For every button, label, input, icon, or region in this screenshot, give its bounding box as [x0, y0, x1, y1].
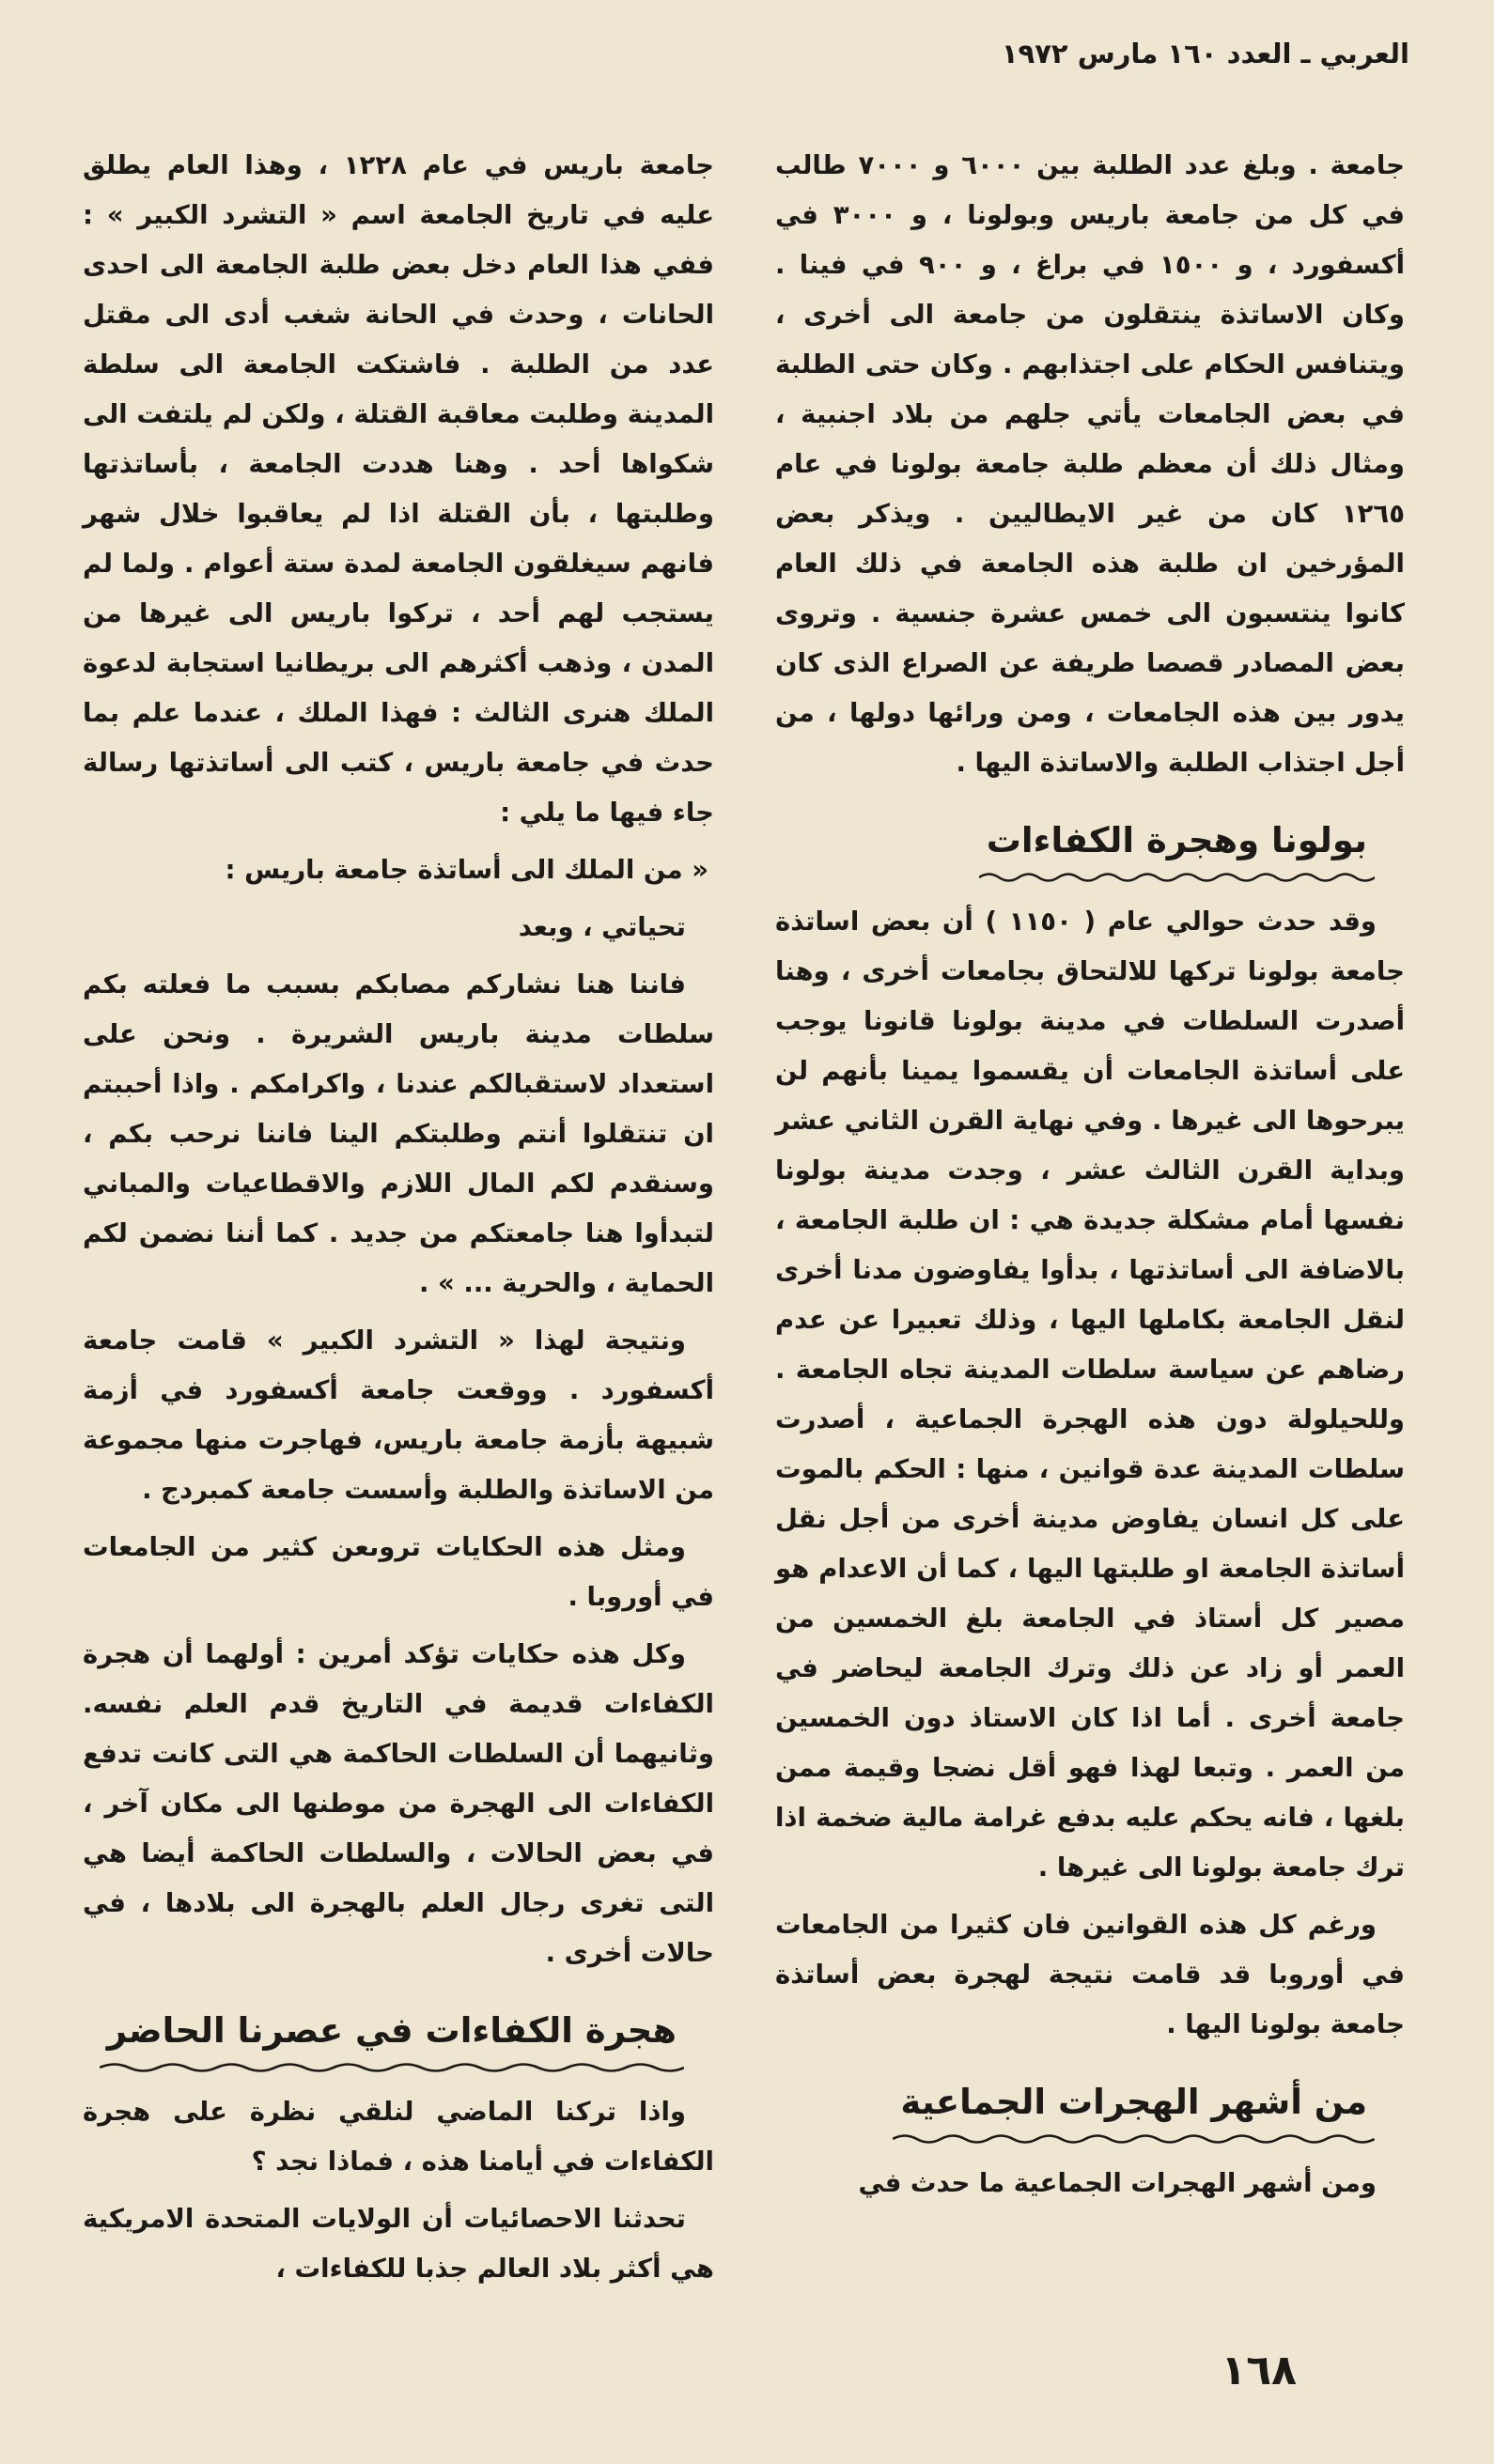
two-points-paragraph: وكل هذه حكايات تؤكد أمرين : أولهما أن هجرة الكفاءات قديمة في التاريخ قدم العلم نفسه. وثانيهما أن السلطات الحاكمة هي التى كانت تدفع الكفاءات الى الهجرة من موطنها الى مكان آخر ، في بعض الحالات ، والسلطات الحاكمة أيضا هي التى تغرى رجال العلم بالهجرة الى بلادها ، في حالات أخرى . — [83, 1639, 714, 1968]
wavy-underline — [979, 871, 1375, 884]
oxford-paragraph: ونتيجة لهذا « التشرد الكبير » قامت جامعة أكسفورد . ووقعت جامعة أكسفورد في أزمة شبيهة بأزمة جامعة باريس، فهاجرت منها مجموعة من الاساتذة والطلبة وأسست جامعة كمبردج . — [83, 1325, 714, 1505]
wavy-underline — [893, 2132, 1375, 2146]
section-heading-bologna — [775, 814, 1405, 876]
present-paragraph-1: واذا تركنا الماضي لنلقي نظرة على هجرة الكفاءات في أيامنا هذه ، فماذا نجد ؟ — [83, 2097, 714, 2177]
running-header: العربي ـ العدد ١٦٠ مارس ١٩٧٢ — [1001, 38, 1409, 70]
letter-body: فاننا هنا نشاركم مصابكم بسبب ما فعلته بكم سلطات مدينة باريس الشريرة . ونحن على استعداد لاستقبالكم عندنا ، واكرامكم . واذا أحببتم ان تنتقلوا أنتم وطلبتكم الينا فاننا نرحب بكم ، وسنقدم لكم المال اللازم والاقطاعيات والمباني لتبدأوا هنا جامعتكم من جديد . كما أننا نضمن لكم الحماية ، والحرية ... » . — [83, 969, 714, 1298]
section1-paragraph-1: وقد حدث حوالي عام ( ١١٥٠ ) أن بعض اساتذة جامعة بولونا تركها للالتحاق بجامعات أخرى ، وهنا أصدرت السلطات في مدينة بولونا قانونا يوجب على أساتذة الجامعات أن يقسموا يمينا بأنهم لن يبرحوها الى غيرها . وفي نهاية القرن الثاني عشر وبداية القرن الثالث عشر ، وجدت مدينة بولونا نفسها أمام مشكلة جديدة هي : ان طلبة الجامعة ، بالاضافة الى أساتذتها ، بدأوا يفاوضون مدنا أخرى لنقل الجامعة بكاملها اليها ، وذلك تعبيرا عن عدم رضاهم عن سياسة سلطات المدينة تجاه الجامعة . وللحيلولة دون هذه الهجرة الجماعية ، أصدرت سلطات المدينة عدة قوانين ، منها : الحكم بالموت على كل انسان يفاوض مدينة أخرى من أجل نقل أساتذة الجامعة او طلبتها اليها ، كما أن الاعدام هو مصير كل أستاذ في الجامعة بلغ الخمسين من العمر أو زاد عن ذلك وترك الجامعة ليحاضر في جامعة أخرى . أما اذا كان الاستاذ دون الخمسين من العمر . وتبعا لهذا فهو أقل نضجا وقيمة ممن بلغها ، فانه يحكم عليه بدفع غرامة مالية ضخمة اذا ترك جامعة بولونا الى غيرها . — [775, 907, 1405, 1883]
section-heading-text: هجرة الكفاءات في عصرنا الحاضر — [106, 2010, 677, 2051]
section1-paragraph-2: ورغم كل هذه القوانين فان كثيرا من الجامعات في أوروبا قد قامت نتيجة لهجرة بعض أساتذة جامعة بولونا اليها . — [775, 1910, 1405, 2039]
page-number: ١٦٨ — [1221, 2347, 1297, 2394]
present-paragraph-2: تحدثنا الاحصائيات أن الولايات المتحدة الامريكية هي أكثر بلاد العالم جذبا للكفاءات ، — [83, 2204, 714, 2284]
letter-greeting: تحياتي ، وبعد — [518, 912, 686, 942]
left-column — [83, 141, 714, 2301]
section-heading-famous-migrations — [775, 2076, 1405, 2138]
paris-paragraph: جامعة باريس في عام ١٢٢٨ ، وهذا العام يطلق عليه في تاريخ الجامعة اسم « التشرد الكبير » : ففي هذا العام دخل بعض طلبة الجامعة الى احدى الحانات ، وحدث في الحانة شغب أدى الى مقتل عدد من الطلبة . فاشتكت الجامعة الى سلطة المدينة وطلبت معاقبة القتلة ، ولكن لم يلتفت الى شكواها أحد . وهنا هددت الجامعة ، بأساتذتها وطلبتها ، بأن القتلة اذا لم يعاقبوا خلال شهر فانهم سيغلقون الجامعة لمدة ستة أعوام . ولما لم يستجب لهم أحد ، تركوا باريس الى غيرها من المدن ، وذهب أكثرهم الى بريطانيا استجابة لدعوة الملك هنرى الثالث : فهذا الملك ، عندما علم بما حدث في جامعة باريس ، كتب الى أساتذتها رسالة جاء فيها ما يلي : — [83, 150, 714, 828]
europe-paragraph: ومثل هذه الحكايات تروىعن كثير من الجامعات في أوروبا . — [83, 1532, 714, 1612]
section-heading-text: من أشهر الهجرات الجماعية — [900, 2082, 1367, 2122]
letter-salutation: « من الملك الى أساتذة جامعة باريس : — [225, 855, 708, 885]
section2-paragraph-1: ومن أشهر الهجرات الجماعية ما حدث في — [858, 2168, 1377, 2198]
wavy-underline — [100, 2061, 684, 2074]
section-heading-present-day — [83, 2005, 714, 2067]
right-column — [775, 141, 1405, 2216]
section-heading-text: بولونا وهجرة الكفاءات — [986, 820, 1367, 860]
intro-paragraph: جامعة . وبلغ عدد الطلبة بين ٦٠٠٠ و ٧٠٠٠ طالب في كل من جامعة باريس وبولونا ، و ٣٠٠٠ في أكسفورد ، و ١٥٠٠ في براغ ، و ٩٠٠ في فينا . وكان الاساتذة ينتقلون من جامعة الى أخرى ، ويتنافس الحكام على اجتذابهم . وكان حتى الطلبة في بعض الجامعات يأتي جلهم من بلاد اجنبية ، ومثال ذلك أن معظم طلبة جامعة بولونا في عام ١٢٦٥ كان من غير الايطاليين . ويذكر بعض المؤرخين ان طلبة هذه الجامعة في ذلك العام كانوا ينتسبون الى خمس عشرة جنسية . وتروى بعض المصادر قصصا طريفة عن الصراع الذى كان يدور بين هذه الجامعات ، ومن ورائها دولها ، من أجل اجتذاب الطلبة والاساتذة اليها . — [775, 150, 1405, 778]
